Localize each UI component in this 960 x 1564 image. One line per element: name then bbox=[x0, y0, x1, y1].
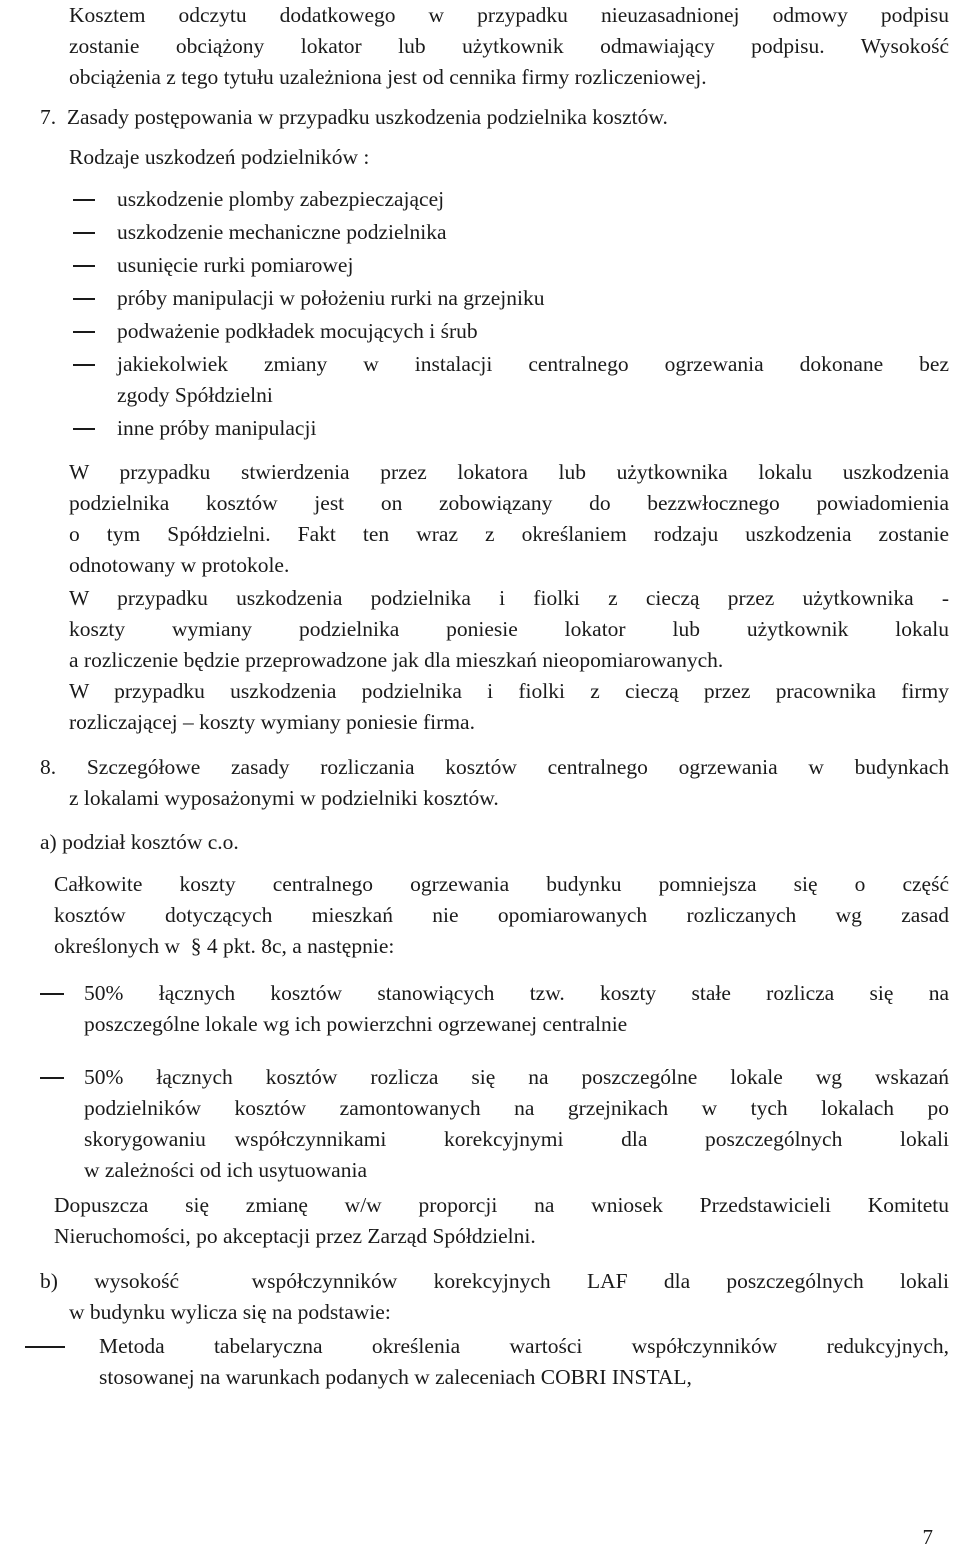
paragraph-line: Całkowite koszty centralnego ogrzewania budynku pomniejsza się o część bbox=[54, 872, 949, 896]
notification-paragraph bbox=[69, 457, 949, 581]
paragraph-line: o tym Spółdzielni. Fakt ten wraz z określaniem rodzaju uszkodzenia zostanie bbox=[69, 522, 949, 546]
heading-line: z lokalami wyposażonymi w podzielniki kosztów. bbox=[69, 786, 499, 810]
part-a-label: a) podział kosztów c.o. bbox=[40, 830, 239, 854]
paragraph-line: W przypadku uszkodzenia podzielnika i fiolki z cieczą przez użytkownika - bbox=[69, 586, 949, 610]
list-item-text: stosowanej na warunkach podanych w zaleceniach COBRI INSTAL, bbox=[99, 1365, 692, 1389]
list-item-text: podważenie podkładek mocujących i śrub bbox=[117, 319, 478, 343]
dash-bullet bbox=[40, 1077, 64, 1079]
list-item-text: poszczególne lokale wg ich powierzchni ogrzewanej centralnie bbox=[84, 1012, 628, 1036]
paragraph-line: kosztów dotyczących mieszkań nie opomiarowanych rozliczanych wg zasad bbox=[54, 903, 949, 927]
page-number: 7 bbox=[922, 1525, 933, 1549]
list-item bbox=[40, 978, 949, 1040]
list-item bbox=[73, 349, 949, 411]
paragraph-line: podzielnika kosztów jest on zobowiązany do bezzwłocznego powiadomienia bbox=[69, 491, 949, 515]
list-item-text: w zależności od ich usytuowania bbox=[84, 1158, 367, 1182]
dash-bullet bbox=[25, 1346, 65, 1348]
section-8-heading bbox=[40, 752, 949, 814]
list-item bbox=[25, 1331, 949, 1393]
damage-types-subheading: Rodzaje uszkodzeń podzielników : bbox=[69, 145, 370, 169]
list-item-text: skorygowaniu współczynnikami korekcyjnymi dla poszczególnych lokali bbox=[84, 1127, 949, 1151]
list-item bbox=[73, 316, 949, 347]
list-item-text: uszkodzenie mechaniczne podzielnika bbox=[117, 220, 447, 244]
dash-bullet bbox=[73, 364, 95, 366]
part-a-list bbox=[40, 978, 949, 1186]
intro-paragraph bbox=[69, 0, 949, 93]
dash-bullet bbox=[40, 993, 64, 995]
dash-bullet bbox=[73, 428, 95, 430]
worker-damage-paragraph bbox=[69, 676, 949, 738]
list-item-text: inne próby manipulacji bbox=[117, 416, 317, 440]
part-b-list bbox=[25, 1331, 949, 1393]
list-item-text: podzielników kosztów zamontowanych na grzejnikach w tych lokalach po bbox=[84, 1096, 949, 1120]
list-item-text: 50% łącznych kosztów rozlicza się na poszczególne lokale wg wskazań bbox=[84, 1065, 949, 1089]
label-line: b) wysokość współczynników korekcyjnych LAF dla poszczególnych lokali bbox=[40, 1269, 949, 1293]
paragraph-line: W przypadku stwierdzenia przez lokatora lub użytkownika lokalu uszkodzenia bbox=[69, 460, 949, 484]
list-item bbox=[73, 413, 949, 444]
label-line: w budynku wylicza się na podstawie: bbox=[69, 1300, 391, 1324]
intro-line: zostanie obciążony lokator lub użytkownik odmawiający podpisu. Wysokość bbox=[69, 34, 949, 58]
list-item bbox=[73, 283, 949, 314]
list-item-text: 50% łącznych kosztów stanowiących tzw. koszty stałe rozlicza się na bbox=[84, 981, 949, 1005]
paragraph-line: określonych w § 4 pkt. 8c, a następnie: bbox=[54, 934, 395, 958]
dash-bullet bbox=[73, 199, 95, 201]
intro-line: obciążenia z tego tytułu uzależniona jest od cennika firmy rozliczeniowej. bbox=[69, 65, 707, 89]
list-item bbox=[73, 250, 949, 281]
part-b-label bbox=[40, 1266, 949, 1328]
paragraph-line: Dopuszcza się zmianę w/w proporcji na wniosek Przedstawicieli Komitetu bbox=[54, 1193, 949, 1217]
list-item-text: zgody Spółdzielni bbox=[117, 383, 273, 407]
list-item-text: próby manipulacji w położeniu rurki na grzejniku bbox=[117, 286, 545, 310]
list-item-text: Metoda tabelaryczna określenia wartości współczynników redukcyjnych, bbox=[99, 1334, 949, 1358]
heading-line: 8. Szczegółowe zasady rozliczania kosztów centralnego ogrzewania w budynkach bbox=[40, 755, 949, 779]
list-item bbox=[73, 217, 949, 248]
intro-line: Kosztem odczytu dodatkowego w przypadku nieuzasadnionej odmowy podpisu bbox=[69, 3, 949, 27]
paragraph-line: W przypadku uszkodzenia podzielnika i fiolki z cieczą przez pracownika firmy bbox=[69, 679, 949, 703]
dash-bullet bbox=[73, 232, 95, 234]
paragraph-line: Nieruchomości, po akceptacji przez Zarząd Spółdzielni. bbox=[54, 1224, 536, 1248]
part-a-paragraph bbox=[54, 869, 949, 962]
damage-types-list bbox=[73, 184, 949, 444]
part-a-closing bbox=[54, 1190, 949, 1252]
list-item bbox=[73, 184, 949, 215]
dash-bullet bbox=[73, 331, 95, 333]
paragraph-line: rozliczającej – koszty wymiany poniesie firma. bbox=[69, 710, 475, 734]
dash-bullet bbox=[73, 298, 95, 300]
list-item-text: usunięcie rurki pomiarowej bbox=[117, 253, 354, 277]
dash-bullet bbox=[73, 265, 95, 267]
user-damage-paragraph bbox=[69, 583, 949, 676]
list-item-text: uszkodzenie plomby zabezpieczającej bbox=[117, 187, 445, 211]
list-item-text: jakiekolwiek zmiany w instalacji centralnego ogrzewania dokonane bez bbox=[117, 352, 949, 376]
paragraph-line: a rozliczenie będzie przeprowadzone jak dla mieszkań nieopomiarowanych. bbox=[69, 648, 724, 672]
paragraph-line: odnotowany w protokole. bbox=[69, 553, 290, 577]
list-item bbox=[40, 1062, 949, 1186]
section-7-heading: 7. Zasady postępowania w przypadku uszkodzenia podzielnika kosztów. bbox=[40, 105, 668, 129]
paragraph-line: koszty wymiany podzielnika poniesie lokator lub użytkownik lokalu bbox=[69, 617, 949, 641]
